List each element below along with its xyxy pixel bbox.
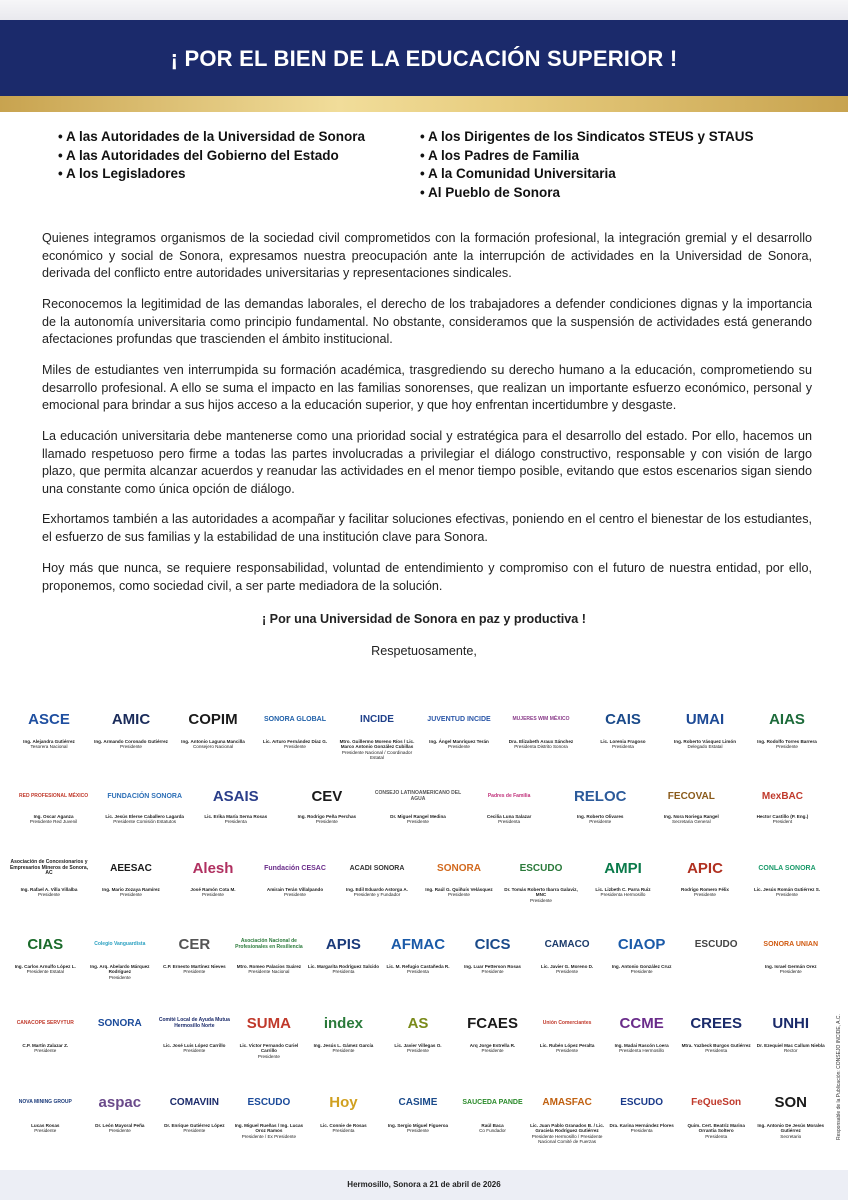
org-logo: CASIME <box>398 1096 438 1108</box>
signatory-name: Dr. Tomás Roberto Ibarra Galaviz, MNC <box>504 887 578 898</box>
signatory-name: Lic. Erika María Serna Rosas <box>204 814 268 819</box>
signatory-role: Presidenta <box>612 744 634 750</box>
signatory <box>8 1005 83 1081</box>
signatory-name: Ing. Armando Coronado Gutiérrez <box>94 739 168 744</box>
signatory-role: Presidente Hermosillo / Presidente Nacional Comité de Fuerzas <box>531 1133 603 1145</box>
org-logo: SONORA GLOBAL <box>264 715 326 723</box>
signatory-name: Ing. Antonio De Jesús Morales Gutiérrez <box>757 1123 825 1134</box>
org-logo: index <box>323 1015 364 1033</box>
signatory-role: Presidente <box>183 969 206 975</box>
signatory-role: Co Fundador <box>479 1128 506 1134</box>
signatory <box>306 925 381 1003</box>
top-edge <box>0 0 848 20</box>
org-logo: NOVA MINING GROUP <box>18 1098 72 1105</box>
signatory-name: Ing. Roberto Olivares <box>576 814 624 819</box>
addressee-item: • A los Dirigentes de los Sindicatos STEUS y STAUS <box>420 129 754 144</box>
signatory-role: Presidenta <box>705 1133 728 1139</box>
signatory-role: Presidente <box>120 744 142 750</box>
signatory <box>753 1005 828 1081</box>
signatory <box>737 780 828 848</box>
signatory <box>172 700 254 778</box>
publication-note: Responsable de la Publicación: CONSEJO INCIDE, A.C. <box>836 1014 842 1140</box>
signatory <box>455 925 530 1003</box>
signatory <box>455 1005 530 1081</box>
signatory <box>500 700 582 778</box>
org-logo: UMAI <box>685 710 725 728</box>
paragraph: Hoy más que nunca, se requiere responsabilidad, voluntad de entendimiento y compromiso con el futuro de nuestra entidad, por ello, proponemos, como sociedad civil, a ser parte mediadora de la solución. <box>42 561 812 593</box>
signatory <box>83 925 158 1003</box>
signatory-role: Presidente <box>257 1053 280 1059</box>
signatory-name: Ing. Nora Noriega Rangel <box>663 814 719 819</box>
signatory <box>336 700 418 778</box>
signatory <box>418 700 500 778</box>
signatory-name: Mtro. Romeo Palacios Suárez <box>236 964 302 969</box>
signatory-role: Presidente <box>407 1048 429 1054</box>
signatory <box>418 850 500 924</box>
signatory <box>604 1082 679 1164</box>
signatory-name: José Ramón Cota M. <box>190 887 236 892</box>
org-logo: Hoy <box>329 1093 358 1111</box>
signatory <box>157 1005 232 1081</box>
signatory <box>664 850 746 924</box>
org-logo: RED PROFESIONAL MÉXICO <box>19 793 89 800</box>
org-logo: INCIDE <box>360 713 394 725</box>
signatory-role: Presidente <box>776 744 798 750</box>
signatory-role: Presidenta <box>407 969 429 975</box>
org-logo: FCAES <box>467 1015 518 1033</box>
org-logo: ASAIS <box>212 788 259 806</box>
signatory-name: Lic. Rubén López Peralta <box>539 1043 595 1048</box>
org-logo: MUJERES WIM MÉXICO <box>512 715 570 722</box>
closing-slogan: ¡ Por una Universidad de Sonora en paz y productiva ! <box>261 612 586 626</box>
signatory-role: Presidente <box>284 744 306 750</box>
signatory-role: Presidente <box>407 819 429 825</box>
org-logo: JUVENTUD INCIDE <box>427 715 491 723</box>
org-logo: ESCUDO <box>519 862 563 874</box>
org-logo: CONLA SONORA <box>758 864 816 872</box>
signatory-name: Lic. Lizbeth C. Parra Ruiz <box>595 887 651 892</box>
signatory-role: Presidente Nacional <box>248 969 290 975</box>
org-logo: SON <box>774 1093 807 1111</box>
org-logo: ACADI SONORA <box>349 864 405 872</box>
signatory-role: Presidente <box>630 969 653 975</box>
signatory-role: President <box>772 819 793 825</box>
signatory-role: Rector <box>783 1048 798 1054</box>
signatory-name: Ing. Sergio Miguel Figueroa <box>387 1123 449 1128</box>
signatory-role: Secretario <box>780 1133 802 1139</box>
org-logo: APIC <box>687 859 723 877</box>
signatory-role: Presidente Comisión Estatutos <box>113 819 177 825</box>
org-logo: CIAOP <box>617 935 666 953</box>
signatory-role: Presidente <box>284 892 306 898</box>
org-logo: Unión Comerciantes <box>542 1020 592 1027</box>
signatory-role: Delegado Estatal <box>687 744 723 750</box>
signatory <box>254 850 336 924</box>
signatory <box>8 780 99 848</box>
signatory-role: Presidente <box>556 969 579 975</box>
signatory-role: Presidente <box>776 892 798 898</box>
org-logo: SONORA UNIAN <box>763 940 818 948</box>
org-logo: ESCUDO <box>620 1096 664 1108</box>
signatory <box>679 1005 754 1081</box>
signatory <box>555 780 646 848</box>
signatory <box>232 1005 307 1081</box>
org-logo: ESCUDO <box>694 938 738 950</box>
paragraph: La educación universitaria debe mantenerse como una prioridad social y estratégica para el desarrollo del estado. Por ello, hacemos un llamado respetuoso pero firme a todas las partes involucradas a privilegiar el diálogo constructivo, responsable y con visión de largo plazo, que permita alcanzar acuerdos y reanudar las actividades en el menor tiempo posible, evitando que estos escenarios sigan siendo una constante como única opción de diálogo. <box>42 429 812 496</box>
addressee-item: • A los Legisladores <box>58 166 186 181</box>
addressee-item: • Al Pueblo de Sonora <box>420 184 560 200</box>
signatory-role: Presidente <box>332 1048 355 1054</box>
signatory-role: Presidenta <box>630 1128 653 1134</box>
signatory-name: Lic. Javier G. Moreno D. <box>540 964 594 969</box>
closing-salutation: Respetuosamente, <box>371 644 477 658</box>
addressee-item: • A los Padres de Familia <box>420 147 580 163</box>
org-logo: CONSEJO LATINOAMERICANO DEL AGUA <box>374 790 462 802</box>
signatory-name: Arq Jorge Estrella R. <box>469 1043 516 1048</box>
org-logo: CIAS <box>27 935 64 953</box>
signatory-role: Tesorera Nacional <box>30 744 68 750</box>
signatory <box>8 925 83 1003</box>
signatory-role: Presidenta <box>498 819 521 825</box>
signatory <box>582 700 664 778</box>
signatory-name: Ing. Rodolfo Torres Barrera <box>757 739 817 744</box>
signatory-name: Ing. Mario Zozaya Ramírez <box>102 887 160 892</box>
signatory <box>306 1005 381 1081</box>
signatory-name: Lic. M. Refugio Castañeda R. <box>386 964 450 969</box>
signatory-name: Lic. Juan Pablo Granados B. / Lic. Graciela Rodríguez Gutiérrez <box>530 1123 605 1134</box>
signatory-name: Ing. Madai Rascón Loera <box>614 1043 669 1048</box>
signatory-name: Rodrigo Romero Félix <box>681 887 729 892</box>
org-logo: FECOVAL <box>667 791 715 803</box>
signatory-role: Presidente <box>589 819 612 825</box>
signatory-role: Presidente <box>407 1128 429 1134</box>
signatory <box>582 850 664 924</box>
signatory <box>381 925 456 1003</box>
signatory <box>372 780 463 848</box>
signatory <box>190 780 281 848</box>
signatory-name: Ing. Raúl G. Quiñuís Velásquez <box>425 887 493 892</box>
signatory-role: Presidente <box>481 969 504 975</box>
org-logo: SONORA <box>437 862 481 874</box>
signatory-role: Presidente <box>183 1048 206 1054</box>
signatory-role: Presidenta <box>332 969 355 975</box>
signatory-role: Consejero Nacional <box>192 744 234 750</box>
signatory-name: Raúl Baca <box>481 1123 504 1128</box>
signatory <box>679 1082 754 1164</box>
paragraph: Quienes integramos organismos de la sociedad civil comprometidos con la formación profesional, la integración gremial y el desarrollo económico y social de Sonora, expresamos nuestra preocupación ante la interrupción de actividades en la Universidad de Sonora, derivada del conflicto entre autoridades universitarias y representaciones sindicales. <box>42 231 812 280</box>
signatory <box>500 850 582 924</box>
signatory <box>232 925 307 1003</box>
signatory-role: Presidenta <box>332 1128 355 1134</box>
signatory <box>646 780 737 848</box>
signatory-name: Amirain Terán Villalpando <box>266 887 324 892</box>
signatory-name: Lucas Rosas <box>31 1123 60 1128</box>
signatory-role: Presidente <box>779 969 802 975</box>
signatory-name: Dr. Enrique Gutiérrez López <box>164 1123 225 1128</box>
org-logo: CREES <box>690 1015 743 1033</box>
signatory <box>172 850 254 924</box>
org-logo: Fundación CESAC <box>264 864 326 872</box>
signatory-name: Ing. Jesús L. Gámez García <box>313 1043 374 1048</box>
signatory <box>753 1082 828 1164</box>
signatory-name: Ing. Rodrigo Peña Perchas <box>297 814 357 819</box>
signatory <box>530 1005 605 1081</box>
signatory-role: Secretaria General <box>672 819 711 825</box>
signatory-name: Lic. Victor Fernando Curiel Carrillo <box>239 1043 299 1054</box>
addressee-list-left <box>58 128 365 184</box>
signatory <box>99 780 190 848</box>
paragraph: Exhortamos también a las autoridades a acompañar y facilitar soluciones efectivas, poniendo en el centro el bienestar de los estudiantes, el esfuerzo de sus familias y la estabilidad de una institución clave para Sonora. <box>42 512 812 544</box>
signatory-name: Dr. León Mayoral Peña <box>95 1123 145 1128</box>
signatory <box>8 1082 83 1164</box>
org-logo: RELOC <box>573 788 627 806</box>
signatory-name: Lic. Lorenia Fragoso <box>600 739 646 744</box>
signatory-name: Ing. Luar Petterson Rosas <box>464 964 521 969</box>
org-logo: UNHI <box>772 1015 810 1033</box>
signatory-name: Ing. Edil Eduardo Astorga A. <box>346 887 408 892</box>
signatory-role: Presidente y Fundador <box>353 892 401 898</box>
signatory <box>664 700 746 778</box>
signatory-role: Presidente <box>556 1048 579 1054</box>
signatory <box>90 700 172 778</box>
signatory <box>746 700 828 778</box>
org-logo: COPIM <box>188 710 238 728</box>
org-logo: CEV <box>311 788 343 806</box>
signatory <box>83 1005 158 1081</box>
signatory-name: C.P. Ernesto Martínez Nieves <box>162 964 226 969</box>
signatory <box>604 925 679 1003</box>
signatory-role: Presidente <box>694 892 716 898</box>
org-logo: APIS <box>325 935 361 953</box>
signatory-name: Lic. Javier Villegas O. <box>394 1043 442 1048</box>
signatory <box>336 850 418 924</box>
signatory <box>157 925 232 1003</box>
signatory-role: Presidente <box>120 892 142 898</box>
org-logo: SONORA <box>97 1018 142 1030</box>
signatory-role: Presidente <box>448 744 470 750</box>
signatory-role: Presidente / Ex Presidente <box>241 1133 297 1139</box>
signatory-role: Presidente <box>315 819 338 825</box>
signatory <box>455 1082 530 1164</box>
signatory-role: Presidente <box>108 974 131 980</box>
org-logo: SAUCEDA PANDE <box>462 1098 523 1106</box>
org-logo: COMAVIIN <box>169 1096 219 1108</box>
signatory-name: Ing. Antonio Laguna Mancilla <box>181 739 245 744</box>
addressee-item: • A las Autoridades del Gobierno del Estado <box>58 147 339 163</box>
addressee-item: • A la Comunidad Universitaria <box>420 166 616 181</box>
signatory-name: Ing. Oscar Aganza <box>33 814 74 819</box>
signatory-name: Lic. Jesús Elerse Caballero Lagarda <box>105 814 184 819</box>
signatory <box>232 1082 307 1164</box>
org-logo: CANACOPE SERVYTUR <box>16 1020 74 1027</box>
signatory-role: Presidenta Hermosillo <box>619 1048 665 1054</box>
org-logo: Comité Local de Ayuda Mutua Hermosillo Norte <box>158 1017 230 1029</box>
org-logo: CAIS <box>605 710 641 728</box>
signatory-role: Presidente <box>38 892 60 898</box>
signatory <box>8 700 90 778</box>
signatory-name: Cecilia Luna Salazar <box>486 814 532 819</box>
paragraph: Miles de estudiantes ven interrumpida su formación académica, trasgrediendo su derecho humano a la educación, comprometiendo su desarrollo profesional. A ello se suma el impacto en las familias sonorenses, que realizan un importante esfuerzo económico, personal y emocional para brindar a sus hijos acceso a la educación superior, y que hoy enfrentan incertidumbre y desgaste. <box>42 363 812 412</box>
org-logo: AIAS <box>769 710 805 728</box>
page-title: ¡ POR EL BIEN DE LA EDUCACIÓN SUPERIOR ! <box>170 46 678 71</box>
signatory-role: Presidente <box>448 892 470 898</box>
org-logo: Asociación de Concesionarios y Empresarios Mineros de Sonora, AC <box>9 859 89 877</box>
signatory-role: Presidenta Hermosillo <box>600 892 646 898</box>
signatory <box>530 1082 605 1164</box>
signatory-name: Lic. Arturo Fernández Díaz G. <box>262 739 328 744</box>
signatory <box>157 1082 232 1164</box>
signatory-role: Presidente <box>183 1128 206 1134</box>
signatory-name: Ing. Roberto Vásquez Limón <box>673 739 737 744</box>
signatory-name: Lic. Margarita Rodríguez Salcido <box>307 964 380 969</box>
org-logo: MexBAC <box>761 791 803 803</box>
org-logo: ESCUDO <box>247 1096 291 1108</box>
signatory-name: Hector Castillo (P. Eng.) <box>756 814 809 819</box>
signatory <box>254 700 336 778</box>
signatory-role: Presidenta <box>224 819 247 825</box>
signatory-name: Dr. Ezequiel Mac Callum Niebla <box>756 1043 825 1048</box>
paragraph: Reconocemos la legitimidad de las demandas laborales, el derecho de los trabajadores a defender condiciones dignas y la importancia de la autonomía universitaria como principio fundamental. No obstante, consideramos que la suspensión de actividades está generando afectaciones profundas que trascienden el ámbito institucional. <box>42 297 812 346</box>
signatory <box>604 1005 679 1081</box>
addressee-list-right <box>420 128 754 202</box>
signatory <box>83 1082 158 1164</box>
signatory-role: Presidente Nacional / Coordinador Estatal <box>341 749 413 761</box>
signatory-name: Dra. Elizabeth Araux Sánchez <box>508 739 574 744</box>
signatory <box>306 1082 381 1164</box>
signatory <box>464 780 555 848</box>
org-logo: AS <box>407 1015 429 1033</box>
org-logo: CER <box>178 935 211 953</box>
org-logo: FUNDACIÓN SONORA <box>107 793 182 801</box>
org-logo: aspac <box>98 1093 142 1111</box>
org-logo: Colegio Vanguardista <box>94 940 146 947</box>
signatory-role: Presidente <box>34 1048 57 1054</box>
org-logo: AEESAC <box>110 862 152 874</box>
org-logo: Padres de Familia <box>487 793 531 800</box>
signatory-role: Presidente <box>34 1128 57 1134</box>
org-logo: AFMAC <box>390 935 446 953</box>
footer-place-date: Hermosillo, Sonora a 21 de abril de 2026 <box>347 1180 501 1189</box>
signatory <box>381 1005 456 1081</box>
signatory <box>679 925 754 1003</box>
org-logo: AMIC <box>111 710 151 728</box>
org-logo: AMASFAC <box>542 1096 592 1108</box>
gold-band <box>0 96 848 112</box>
signatory-name: Ing. Antonio González Cruz <box>611 964 672 969</box>
signatory <box>90 850 172 924</box>
signatory-name: Ing. Alejandra Gutiérrez <box>23 739 75 744</box>
signatory <box>530 925 605 1003</box>
signatory-role: Presidente <box>481 1048 504 1054</box>
signatory-name: Lic. Jesús Román Gutiérrez S. <box>753 887 821 892</box>
signatory-name: Ing. Arq. Abelardo Márquez Rodríguez <box>90 964 150 975</box>
signatory <box>381 1082 456 1164</box>
org-logo: Alesh <box>192 859 234 877</box>
org-logo: AMPI <box>604 859 642 877</box>
signatory-role: Presidente <box>108 1128 131 1134</box>
org-logo: SUMA <box>246 1015 291 1033</box>
signatory-name: Ing. Israel Germán Orez <box>764 964 817 969</box>
signatory <box>746 850 828 924</box>
signatory-name: Mtra. Yazbeck Burgos Gutiérrez <box>681 1043 751 1048</box>
signatory <box>8 850 90 924</box>
org-logo: Asociación Nacional de Profesionales en Resiliencia <box>235 937 303 950</box>
signatory-role: Presidente Estatal <box>26 969 64 975</box>
signatory-role: Presidenta <box>705 1048 728 1054</box>
signatory-name: Ing. Rafael A. Villa Villalba <box>20 887 78 892</box>
org-logo: CCME <box>619 1015 664 1033</box>
signatory-name: Ing. Carlos Arnulfo López L. <box>14 964 76 969</box>
signatory-name: Quim. Cert. Beatriz Marina Orrantia Soltero <box>687 1123 745 1134</box>
signatory-name: Dra. Karina Hernández Flores <box>609 1123 674 1128</box>
signatory-name: Dr. Miguel Rangel Medina <box>390 814 446 819</box>
signatory-role: Presidenta Distrito Sonora <box>514 744 568 750</box>
signatory-name: Ing. Ángel Manríquez Terán <box>429 739 489 744</box>
signatory-name: Lic. José Luis López Carrillo <box>163 1043 226 1048</box>
signatory-name: Ing. Miguel Rueñas / Ing. Lucas Oroz Ramos <box>234 1123 304 1134</box>
signatory <box>281 780 372 848</box>
org-logo: CICS <box>474 935 511 953</box>
addressee-item: • A las Autoridades de la Universidad de Sonora <box>58 129 366 144</box>
signatory <box>753 925 828 1003</box>
signatory-name: Lic. Connie de Rosas <box>320 1123 367 1128</box>
signatory-role: Presidente <box>530 897 552 903</box>
org-logo: FeQueSon <box>691 1096 742 1108</box>
signatory-name: C.P. Martín Zalazar Z. <box>22 1043 69 1048</box>
org-logo: ASCE <box>28 710 70 728</box>
org-logo: CAMACO <box>544 938 590 950</box>
signatory-name: Mtro. Guillermo Moreno Ríos / Lic. Marco Antonio González Cubillas <box>339 739 415 750</box>
signatory-role: Presidente <box>202 892 224 898</box>
signatory-role: Presidente Red Juvenil <box>29 819 78 825</box>
